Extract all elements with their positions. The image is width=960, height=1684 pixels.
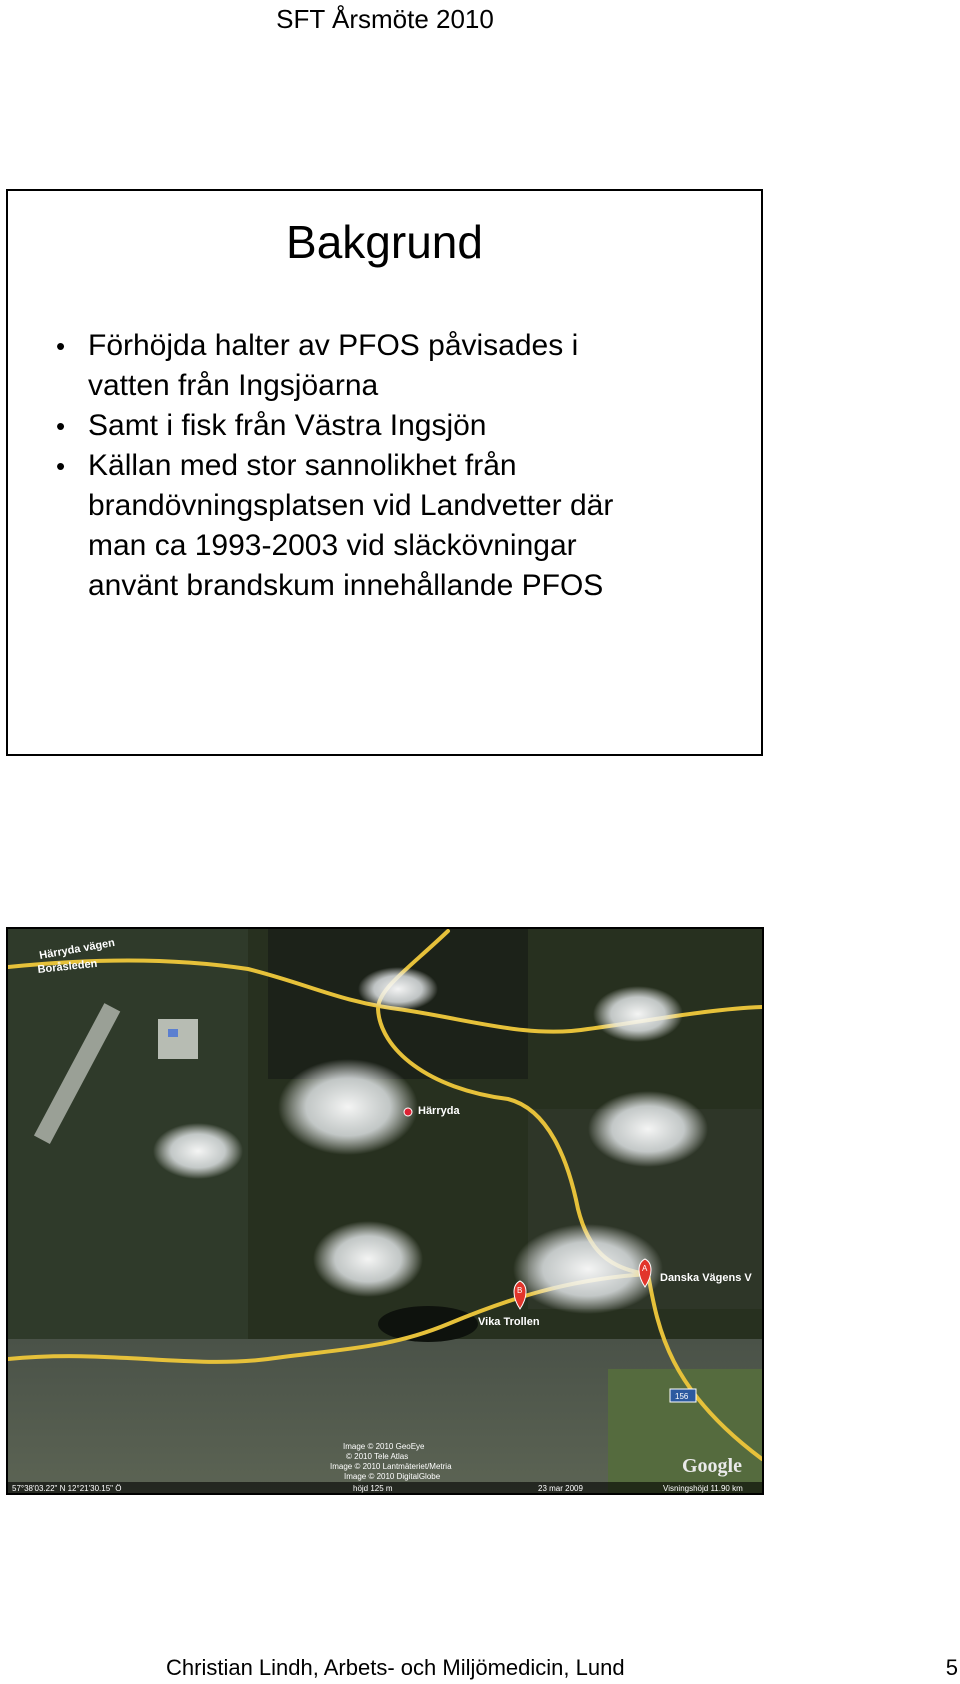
place-label-vika[interactable]: Vika Trollen: [478, 1316, 540, 1328]
route-shield-icon: [670, 1389, 696, 1402]
bullet-line: Samt i fisk från Västra Ingsjön: [88, 409, 487, 442]
place-label-harryda[interactable]: Härryda: [418, 1105, 460, 1117]
map-canvas: [8, 929, 762, 1493]
header-title: SFT Årsmöte 2010: [276, 4, 494, 34]
bullet-icon: •: [56, 451, 66, 481]
bullet-line: använt brandskum innehållande PFOS: [88, 569, 604, 602]
bullet-line: Källan med stor sannolikhet från: [88, 449, 517, 482]
svg-text:Image © 2010 DigitalGlobe: Image © 2010 DigitalGlobe: [344, 1472, 441, 1481]
bullet-line: man ca 1993-2003 vid släckövningar: [88, 529, 577, 562]
eye-altitude-readout: Visningshöjd 11.90 km: [663, 1484, 743, 1493]
place-label-danska[interactable]: Danska Vägens V: [660, 1272, 752, 1284]
slide-title: Bakgrund: [286, 216, 483, 268]
page-number: 5: [945, 1655, 958, 1680]
bullet-list: [52, 326, 742, 606]
svg-text:156: 156: [675, 1392, 689, 1401]
place-dot-icon: [404, 1108, 412, 1116]
svg-text:© 2010 Tele Atlas: © 2010 Tele Atlas: [346, 1452, 409, 1461]
bullet-line: Förhöjda halter av PFOS påvisades i: [88, 329, 579, 362]
bullet-icon: •: [56, 411, 66, 441]
elevation-readout: höjd 125 m: [353, 1484, 393, 1493]
road-label-harryda: Härryda vägen: [38, 936, 116, 962]
svg-text:A: A: [642, 1264, 648, 1273]
footer-author: Christian Lindh, Arbets- och Miljömedicin, Lund: [166, 1655, 625, 1680]
slide-box: [6, 189, 763, 756]
svg-text:B: B: [517, 1286, 523, 1295]
svg-text:Image © 2010 Lantmäteriet/Metr: Image © 2010 Lantmäteriet/Metria: [330, 1462, 452, 1471]
bullet-item: [52, 406, 742, 446]
bullet-line: brandövningsplatsen vid Landvetter där: [88, 489, 614, 522]
coords-readout: 57°38'03.22" N 12°21'30.15" Ö: [12, 1484, 122, 1493]
google-logo: Google: [682, 1455, 742, 1477]
bullet-line: vatten från Ingsjöarna: [88, 369, 379, 402]
road-label-boras: Boråsleden: [37, 957, 98, 976]
bullet-item: [52, 326, 742, 406]
bullet-item: [52, 446, 742, 606]
svg-text:Image © 2010 GeoEye: Image © 2010 GeoEye: [343, 1442, 425, 1451]
satellite-map[interactable]: [6, 927, 764, 1495]
bullet-icon: •: [56, 331, 66, 361]
date-readout: 23 mar 2009: [538, 1484, 583, 1493]
